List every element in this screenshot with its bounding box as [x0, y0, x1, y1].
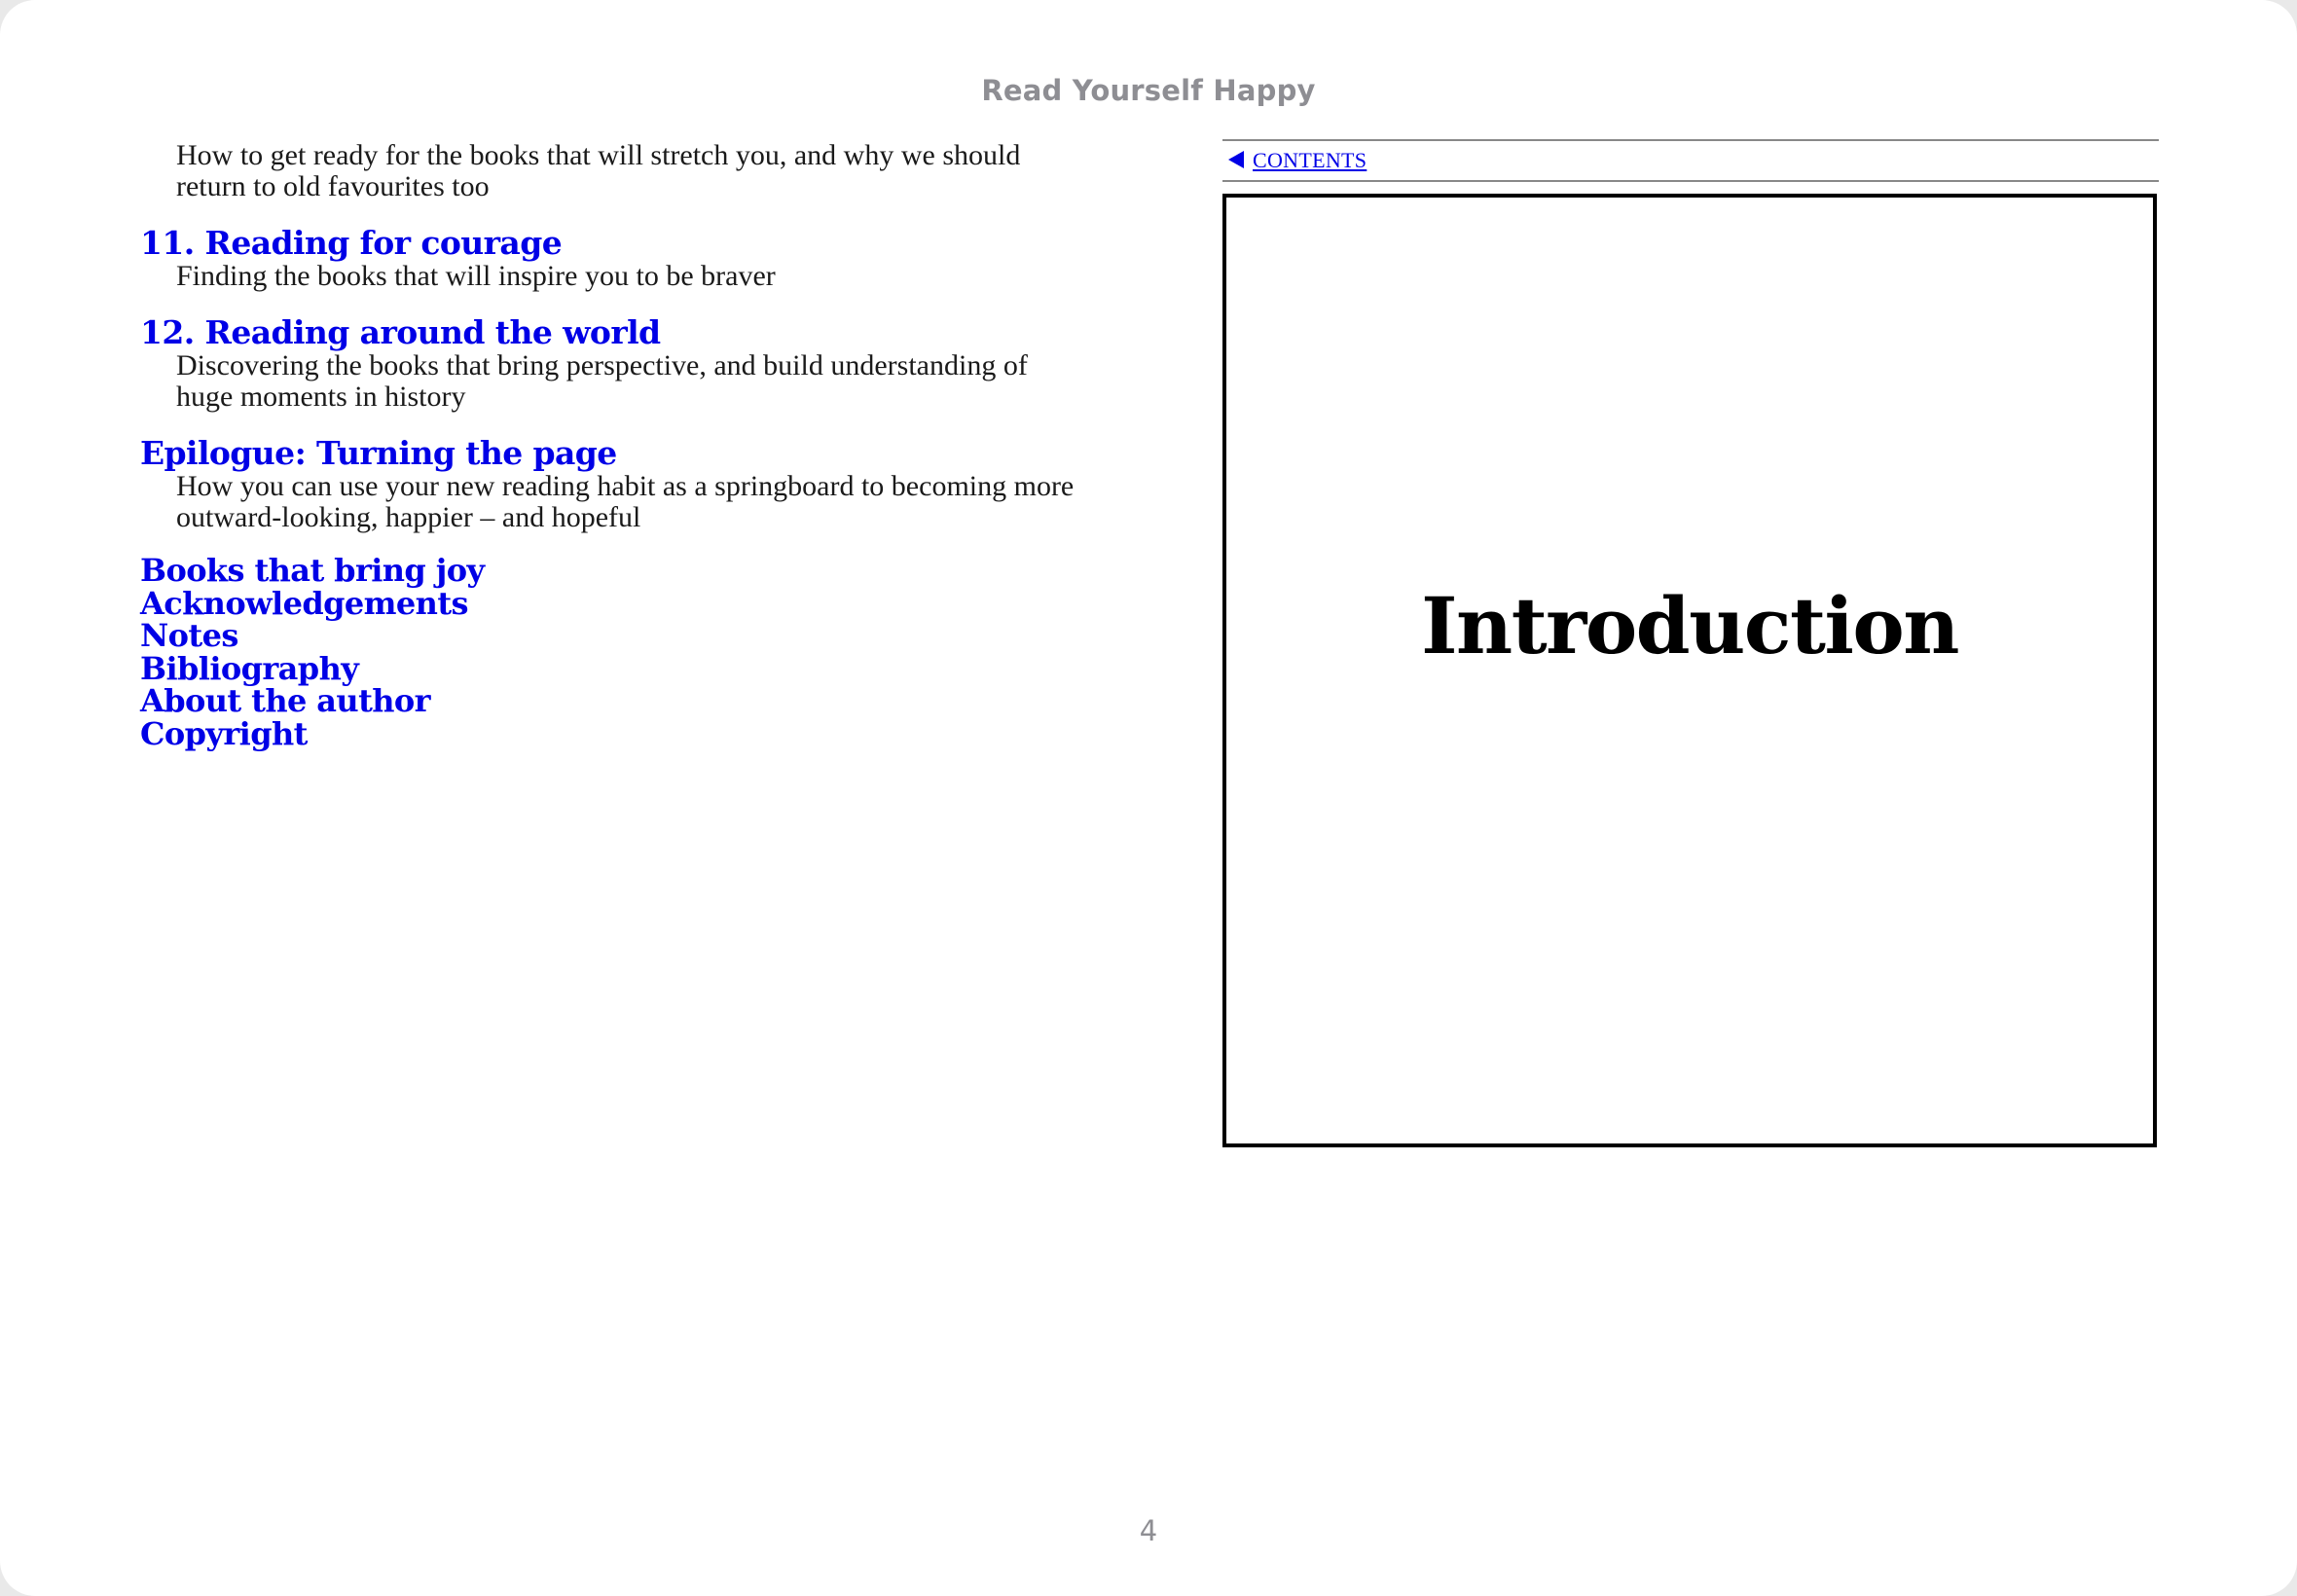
book-title: Read Yourself Happy — [981, 74, 1316, 107]
left-page-contents — [140, 140, 1075, 750]
entry-description: How to get ready for the books that will stretch you, and why we should return to old favourites too — [176, 139, 1021, 202]
toc-entry — [140, 315, 1075, 413]
chapter-title-box — [1222, 194, 2157, 1147]
back-matter-list — [140, 552, 1075, 752]
toc-link-epilogue[interactable]: Epilogue: Turning the page — [140, 434, 617, 472]
entry-description: Finding the books that will inspire you to be braver — [176, 260, 776, 292]
toc-link-reading-around-the-world[interactable]: 12. Reading around the world — [140, 313, 661, 351]
entry-description: How you can use your new reading habit as a springboard to becoming more outward-looking, happier – and hopeful — [176, 470, 1075, 533]
toc-link-books-that-bring-joy[interactable]: Books that bring joy — [140, 552, 485, 589]
toc-link-reading-for-courage[interactable]: 11. Reading for courage — [140, 224, 563, 262]
contents-nav-bar — [1222, 139, 2159, 182]
chapter-title: Introduction — [1421, 580, 1958, 671]
toc-link-acknowledgements[interactable]: Acknowledgements — [140, 584, 468, 622]
toc-link-about-the-author[interactable]: About the author — [140, 682, 430, 719]
back-arrow-icon[interactable] — [1228, 151, 1244, 168]
entry-description: Discovering the books that bring perspective, and build understanding of huge moments in history — [176, 349, 1028, 413]
page-number: 4 — [1139, 1514, 1158, 1547]
toc-entry — [140, 226, 1075, 292]
toc-link-bibliography[interactable]: Bibliography — [140, 649, 359, 687]
toc-link-notes[interactable]: Notes — [140, 617, 238, 654]
right-page — [1222, 139, 2159, 1147]
toc-entry — [140, 436, 1075, 533]
toc-link-copyright[interactable]: Copyright — [140, 714, 308, 752]
contents-link[interactable]: CONTENTS — [1253, 148, 1367, 172]
